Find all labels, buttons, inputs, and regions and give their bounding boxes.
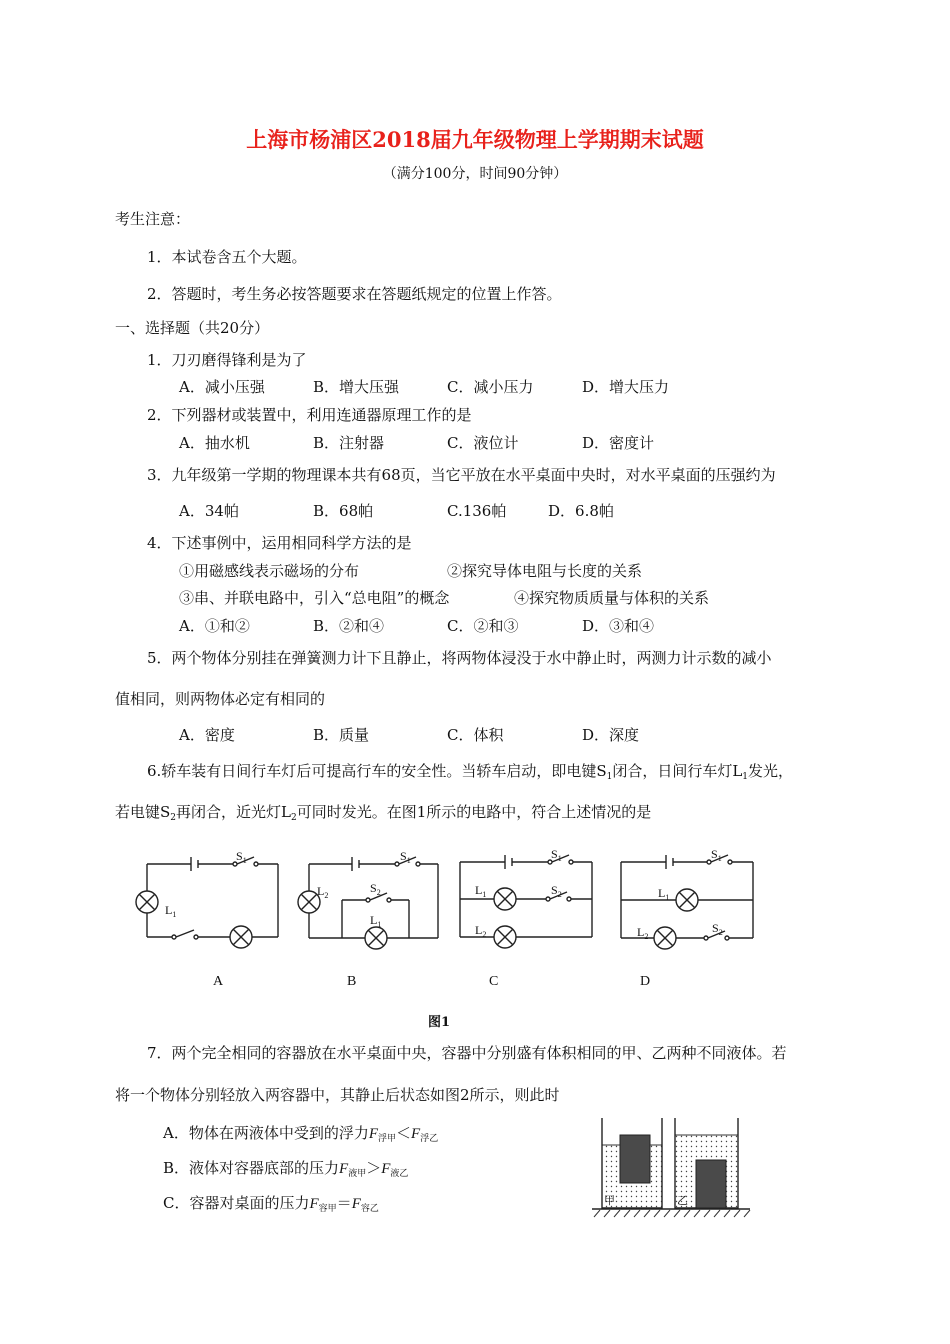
label-l2-c: $L_2$ [475,923,487,939]
label-s1-b: $S_1$ [400,849,411,865]
q4-item-3: ③串、并联电路中，引入“总电阻”的概念 [179,589,450,607]
label-l1-b: $L_1$ [370,913,382,929]
q4-option-d: D．③和④ [582,617,655,635]
q2-option-b: B．注射器 [313,434,385,452]
circuit-a [136,857,278,948]
figure-2-containers [590,1110,752,1220]
question-7-stem-cont: 将一个物体分别轻放入两容器中，其静止后状态如图2所示，则此时 [115,1086,560,1104]
question-6-stem: 6.轿车装有日间行车灯后可提高行车的安全性。当轿车启动，即电键$S_1$闭合，日间行车灯$L_1$发光， [147,762,794,782]
q7-option-b: B．液体对容器底部的压力$F_{液甲}>F_{液乙}$ [163,1159,409,1179]
object-sunk [696,1160,726,1208]
label-s2-d: $S_2$ [712,921,723,937]
question-6-stem-cont: 若电键$S_2$再闭合，近光灯$L_2$可同时发光。在图1所示的电路中，符合上述情况的是 [115,803,652,823]
object-floating [620,1135,650,1183]
circuit-label-a: A [213,974,224,989]
circuit-label-d: D [640,974,651,989]
q5-option-d: D．深度 [582,726,640,744]
circuit-label-c: C [489,974,499,989]
figure-1-caption: 图1 [428,1015,451,1030]
q4-item-1: ①用磁感线表示磁场的分布 [179,562,360,580]
circuit-diagrams [0,840,950,990]
exam-info: （满分100分，时间90分钟） [382,166,568,182]
label-l1-d: $L_1$ [658,886,670,902]
question-1-stem: 1．刀刃磨得锋利是为了 [147,351,307,369]
q7-option-a: A．物体在两液体中受到的浮力$F_{浮甲}<F_{浮乙}$ [163,1124,439,1144]
q5-option-a: A．密度 [179,726,235,744]
label-l2-d: $L_2$ [637,925,649,941]
notice-item: 1．本试卷含五个大题。 [147,248,307,266]
question-4-stem: 4．下述事例中，运用相同科学方法的是 [147,534,412,552]
label-s2-c: $S_2$ [551,883,562,899]
label-s1-d: $S_1$ [711,847,722,863]
q1-option-c: C．减小压力 [447,378,534,396]
q4-option-a: A．①和② [179,617,250,635]
section-heading: 一、选择题（共20分） [115,319,270,337]
q3-option-a: A．34帕 [179,502,239,520]
q2-option-d: D．密度计 [582,434,655,452]
q5-option-c: C．体积 [447,726,504,744]
q4-option-b: B．②和④ [313,617,385,635]
q1-option-a: A．减小压强 [179,378,265,396]
q2-option-a: A．抽水机 [179,434,250,452]
q4-item-4: ④探究物质质量与体积的关系 [514,589,710,607]
q3-option-d: D．6.8帕 [548,502,614,520]
page-title: 上海市杨浦区2018届九年级物理上学期期末试题 [246,127,704,152]
q1-option-d: D．增大压力 [582,378,670,396]
q3-option-c: C.136帕 [447,502,507,520]
label-l1-c: $L_1$ [475,883,487,899]
question-3-stem: 3．九年级第一学期的物理课本共有68页，当它平放在水平桌面中央时，对水平桌面的压强约为 [147,466,776,484]
notice-item: 2．答题时，考生务必按答题要求在答题纸规定的位置上作答。 [147,285,562,303]
circuit-label-b: B [347,974,357,989]
label-jia: 甲 [604,1195,615,1207]
question-5-stem: 5．两个物体分别挂在弹簧测力计下且静止，将两物体浸没于水中静止时，两测力计示数的减小 [147,649,772,667]
notice-heading: 考生注意： [115,210,191,228]
label-l2-b: $L_2$ [317,884,329,900]
question-2-stem: 2．下列器材或装置中，利用连通器原理工作的是 [147,406,472,424]
q2-option-c: C．液位计 [447,434,519,452]
question-7-stem: 7．两个完全相同的容器放在水平桌面中央，容器中分别盛有体积相同的甲、乙两种不同液体。若 [147,1044,787,1062]
label-s1-c: $S_1$ [551,847,562,863]
q4-option-c: C．②和③ [447,617,519,635]
q3-option-b: B．68帕 [313,502,374,520]
q7-option-c: C．容器对桌面的压力$F_{容甲}=F_{容乙}$ [163,1194,379,1214]
label-s1-a: $S_1$ [236,849,247,865]
circuit-b [298,857,438,949]
label-s2-b: $S_2$ [370,881,381,897]
label-yi: 乙 [677,1195,688,1207]
label-l1-a: $L_1$ [165,903,177,919]
q5-option-b: B．质量 [313,726,370,744]
q4-item-2: ②探究导体电阻与长度的关系 [447,562,643,580]
q1-option-b: B．增大压强 [313,378,400,396]
question-5-stem-cont: 值相同，则两物体必定有相同的 [115,690,326,708]
